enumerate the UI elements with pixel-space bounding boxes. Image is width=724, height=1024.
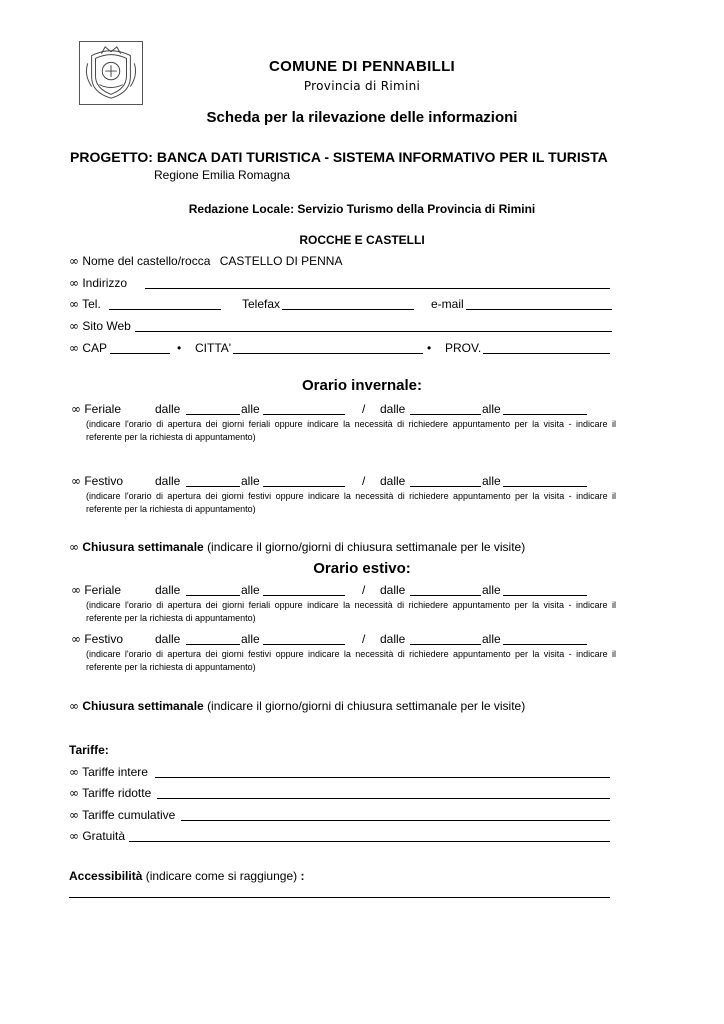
access-label: Accessibilità [69, 869, 143, 883]
fees-free-field[interactable] [129, 841, 610, 842]
summer-closure-row [69, 699, 525, 713]
from-label: dalle [380, 402, 406, 416]
weekday-label: Feriale [84, 402, 122, 416]
summer-weekday-from-1[interactable] [186, 595, 240, 596]
infinity-bullet-icon: ∞ [69, 297, 79, 311]
summer-schedule-title: Orario estivo: [313, 560, 411, 577]
to-label: alle [482, 632, 501, 646]
fees-full-row [69, 765, 148, 779]
winter-weekday-from-1[interactable] [186, 414, 240, 415]
holiday-label: Festivo [84, 474, 124, 488]
fees-cumulative-field[interactable] [181, 820, 610, 821]
fees-cumulative-label: Tariffe cumulative [82, 808, 176, 822]
infinity-bullet-icon: ∞ [69, 276, 79, 290]
web-row [69, 319, 131, 333]
summer-weekday-to-2[interactable] [503, 595, 587, 596]
infinity-bullet-icon: ∞ [71, 474, 81, 488]
summer-holiday-to-1[interactable] [263, 644, 345, 645]
winter-holiday-from-2[interactable] [410, 486, 481, 487]
city-field[interactable] [233, 353, 423, 354]
access-row [69, 869, 304, 883]
to-label: alle [241, 402, 260, 416]
winter-weekday-row [71, 402, 121, 416]
org-name: COMUNE DI PENNABILLI [269, 58, 455, 75]
fax-label: Telefax [242, 297, 281, 311]
winter-holiday-to-1[interactable] [263, 486, 345, 487]
winter-weekday-note: (indicare l'orario di apertura dei giorni feriali oppure indicare la necessità di richiedere appuntamento per la visita - indicare il referente per la richiesta di appuntamento) [86, 419, 616, 442]
infinity-bullet-icon: ∞ [69, 341, 79, 355]
infinity-bullet-icon: ∞ [69, 829, 79, 843]
to-label: alle [482, 402, 501, 416]
infinity-bullet-icon: ∞ [71, 583, 81, 597]
infinity-bullet-icon: ∞ [69, 786, 79, 800]
name-label: Nome del castello/rocca [82, 254, 211, 268]
to-label: alle [241, 583, 260, 597]
fees-reduced-label: Tariffe ridotte [82, 786, 152, 800]
winter-weekday-from-2[interactable] [410, 414, 481, 415]
summer-holiday-from-1[interactable] [186, 644, 240, 645]
infinity-bullet-icon: ∞ [71, 402, 81, 416]
address-row [69, 276, 127, 290]
summer-weekday-row [71, 583, 121, 597]
from-label: dalle [380, 474, 406, 488]
fees-reduced-field[interactable] [157, 798, 610, 799]
summer-weekday-note: (indicare l'orario di apertura dei giorni feriali oppure indicare la necessità di richiedere appuntamento per la visita - indicare il referente per la richiesta di appuntamento) [86, 600, 616, 623]
infinity-bullet-icon: ∞ [69, 540, 79, 554]
winter-weekday-to-2[interactable] [503, 414, 587, 415]
tel-field[interactable] [109, 309, 221, 310]
to-label: alle [241, 474, 260, 488]
summer-weekday-from-2[interactable] [410, 595, 481, 596]
editorial-office: Redazione Locale: Servizio Turismo della Provincia di Rimini [188, 202, 536, 216]
slash: / [362, 583, 366, 597]
project-title: PROGETTO: BANCA DATI TURISTICA - SISTEMA INFORMATIVO PER IL TURISTA [70, 149, 608, 165]
infinity-bullet-icon: ∞ [69, 699, 79, 713]
to-label: alle [482, 583, 501, 597]
prov-field[interactable] [483, 353, 610, 354]
from-label: dalle [155, 402, 181, 416]
form-title: Scheda per la rilevazione delle informazioni [206, 109, 518, 126]
name-row [69, 254, 342, 268]
access-note: (indicare come si raggiunge) [145, 869, 298, 883]
web-field[interactable] [135, 331, 612, 332]
closure-note: (indicare il giorno/giorni di chiusura settimanale per le visite) [207, 540, 526, 554]
prov-label: PROV. [445, 341, 482, 355]
holiday-label: Festivo [84, 632, 124, 646]
summer-holiday-from-2[interactable] [410, 644, 481, 645]
summer-holiday-note: (indicare l'orario di apertura dei giorni festivi oppure indicare la necessità di richiedere appuntamento per la visita - indicare il referente per la richiesta di appuntamento) [86, 649, 616, 672]
access-colon: : [300, 869, 305, 883]
address-label: Indirizzo [82, 276, 128, 290]
closure-note: (indicare il giorno/giorni di chiusura settimanale per le visite) [207, 699, 526, 713]
cap-field[interactable] [110, 353, 170, 354]
email-label: e-mail [431, 297, 464, 311]
category-title: ROCCHE E CASTELLI [299, 233, 425, 247]
winter-holiday-row [71, 474, 123, 488]
separator-dot: • [427, 341, 432, 355]
winter-closure-row [69, 540, 525, 554]
fees-cumulative-row [69, 808, 175, 822]
contact-row [69, 297, 101, 311]
location-row [69, 341, 107, 355]
from-label: dalle [155, 632, 181, 646]
cap-label: CAP [82, 341, 108, 355]
infinity-bullet-icon: ∞ [69, 319, 79, 333]
address-field[interactable] [145, 288, 610, 289]
from-label: dalle [380, 583, 406, 597]
summer-weekday-to-1[interactable] [263, 595, 345, 596]
summer-holiday-to-2[interactable] [503, 644, 587, 645]
winter-holiday-to-2[interactable] [503, 486, 587, 487]
winter-holiday-note: (indicare l'orario di apertura dei giorni festivi oppure indicare la necessità di richiedere appuntamento per la visita - indicare il referente per la richiesta di appuntamento) [86, 491, 616, 514]
fees-free-row [69, 829, 125, 843]
infinity-bullet-icon: ∞ [69, 808, 79, 822]
infinity-bullet-icon: ∞ [71, 632, 81, 646]
fax-field[interactable] [282, 309, 414, 310]
slash: / [362, 632, 366, 646]
slash: / [362, 402, 366, 416]
access-field[interactable] [69, 897, 610, 898]
from-label: dalle [380, 632, 406, 646]
tel-label: Tel. [82, 297, 101, 311]
from-label: dalle [155, 474, 181, 488]
fees-reduced-row [69, 786, 151, 800]
to-label: alle [482, 474, 501, 488]
name-value[interactable]: CASTELLO DI PENNA [219, 254, 343, 268]
city-label: CITTA' [195, 341, 232, 355]
province-name: Provincia di Rimini [303, 79, 421, 93]
winter-weekday-to-1[interactable] [263, 414, 345, 415]
slash: / [362, 474, 366, 488]
fees-title: Tariffe: [69, 743, 109, 757]
email-field[interactable] [466, 309, 612, 310]
fees-full-field[interactable] [155, 777, 610, 778]
fees-full-label: Tariffe intere [82, 765, 148, 779]
winter-holiday-from-1[interactable] [186, 486, 240, 487]
separator-dot: • [177, 341, 182, 355]
fees-free-label: Gratuità [82, 829, 126, 843]
closure-label: Chiusura settimanale [82, 540, 204, 554]
to-label: alle [241, 632, 260, 646]
region-name: Regione Emilia Romagna [154, 168, 291, 182]
summer-holiday-row [71, 632, 123, 646]
from-label: dalle [155, 583, 181, 597]
winter-schedule-title: Orario invernale: [301, 377, 423, 394]
weekday-label: Feriale [84, 583, 122, 597]
closure-label: Chiusura settimanale [82, 699, 204, 713]
infinity-bullet-icon: ∞ [69, 254, 79, 268]
infinity-bullet-icon: ∞ [69, 765, 79, 779]
web-label: Sito Web [82, 319, 131, 333]
